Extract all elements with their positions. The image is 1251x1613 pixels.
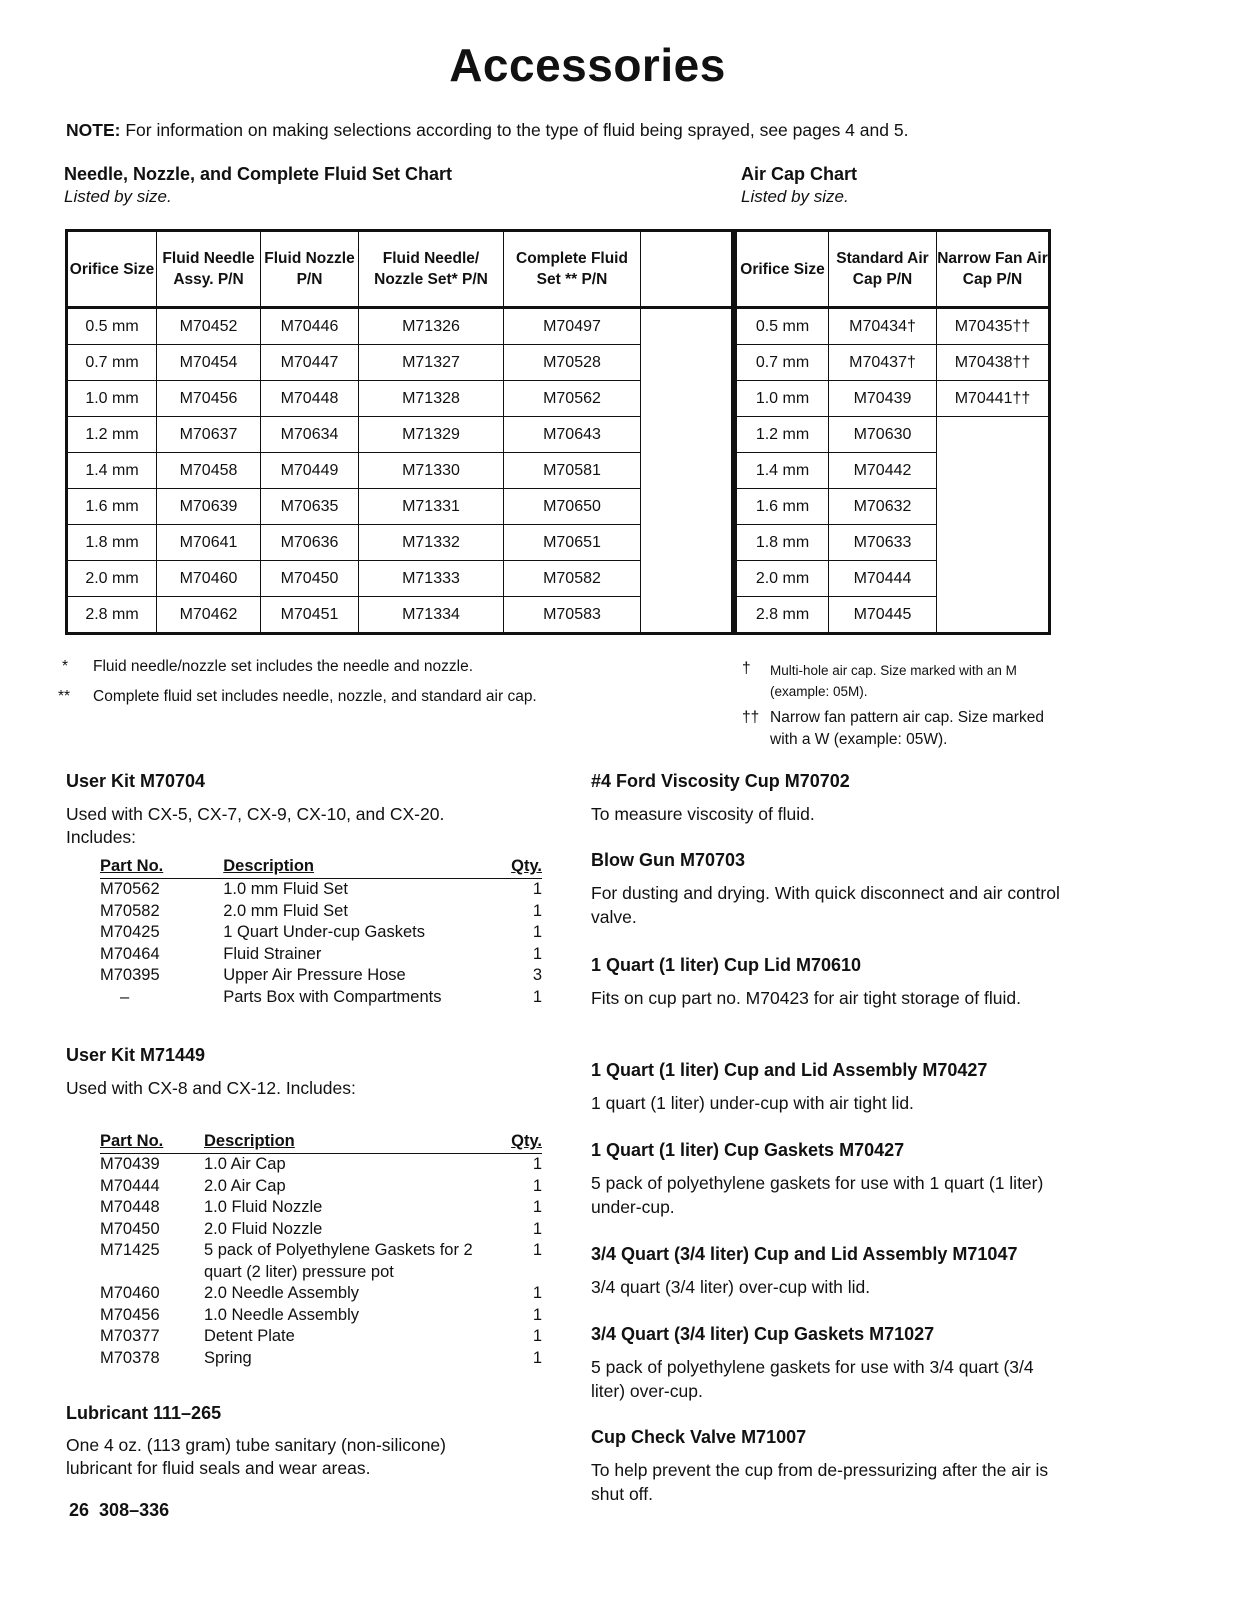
table-row	[67, 597, 733, 634]
part-qty: 1	[532, 1348, 542, 1367]
part-number: M70439	[100, 1155, 160, 1173]
table-row	[100, 1326, 542, 1348]
footnote-mark: ††	[742, 709, 760, 726]
complete-fluid-set-cell: M70581	[504, 453, 641, 489]
narrow-fan-air-cap-cell	[937, 561, 1050, 597]
narrow-fan-air-cap-cell	[937, 489, 1050, 525]
divider-cell	[641, 308, 733, 345]
table-row	[67, 345, 733, 381]
standard-air-cap-cell: M70633	[829, 525, 937, 561]
accessory-item	[591, 850, 1071, 929]
divider-cell	[641, 597, 733, 634]
table-row	[100, 1197, 542, 1219]
part-qty: 1	[532, 1219, 542, 1238]
narrow-fan-air-cap-cell	[937, 597, 1050, 634]
note-label: NOTE:	[66, 120, 121, 140]
page-title: Accessories	[449, 39, 726, 91]
lubricant-description: One 4 oz. (113 gram) tube sanitary (non-silicone) lubricant for fluid seals and wear areas.	[66, 1435, 446, 1478]
fluid-nozzle-cell: M70449	[261, 453, 359, 489]
needle-nozzle-set-cell: M71333	[359, 561, 504, 597]
column-header-part-no: Part No.	[100, 857, 164, 875]
fluid-needle-cell: M70460	[157, 561, 261, 597]
complete-fluid-set-cell: M70497	[504, 308, 641, 345]
table-row	[100, 879, 542, 901]
table-row	[736, 345, 1050, 381]
needle-nozzle-set-cell: M71334	[359, 597, 504, 634]
column-header-qty: Qty.	[511, 1132, 542, 1150]
accessory-title: #4 Ford Viscosity Cup M70702	[591, 771, 850, 791]
part-qty: 1	[532, 1176, 542, 1195]
part-description: Detent Plate	[204, 1327, 295, 1345]
complete-fluid-set-cell: M70643	[504, 417, 641, 453]
table-row	[736, 308, 1050, 345]
part-description: 5 pack of Polyethylene Gaskets for 2 quart (2 liter) pressure pot	[204, 1241, 473, 1281]
table-row	[100, 922, 542, 944]
standard-air-cap-cell: M70445	[829, 597, 937, 634]
table-row	[100, 1305, 542, 1327]
part-qty: 1	[532, 944, 542, 963]
part-qty: 1	[532, 987, 542, 1006]
orifice-size-cell: 0.7 mm	[736, 345, 829, 381]
table-row	[67, 308, 733, 345]
table-row	[67, 561, 733, 597]
table-row	[736, 561, 1050, 597]
part-qty: 1	[532, 1305, 542, 1324]
table-row	[736, 489, 1050, 525]
kit-title: User Kit M70704	[66, 771, 206, 791]
narrow-fan-air-cap-cell	[937, 417, 1050, 453]
table-row	[100, 1176, 542, 1198]
part-description: Parts Box with Compartments	[223, 987, 442, 1006]
part-description: Upper Air Pressure Hose	[223, 966, 406, 984]
divider-cell	[641, 525, 733, 561]
part-description: Spring	[204, 1348, 252, 1367]
orifice-size-cell: 1.8 mm	[67, 525, 157, 561]
part-number: M70582	[100, 901, 160, 920]
fluid-nozzle-cell: M70634	[261, 417, 359, 453]
footnote-mark: *	[62, 658, 69, 675]
fluid-needle-cell: M70456	[157, 381, 261, 417]
part-description: 1.0 mm Fluid Set	[223, 880, 348, 898]
table-row	[736, 597, 1050, 634]
table-row	[736, 525, 1050, 561]
accessory-title: 1 Quart (1 liter) Cup Lid M70610	[591, 955, 862, 975]
standard-air-cap-cell: M70630	[829, 417, 937, 453]
accessory-description: 5 pack of polyethylene gaskets for use with 3/4 quart (3/4 liter) over-cup.	[591, 1357, 1034, 1401]
accessory-item	[591, 1324, 1071, 1403]
column-header-narrow-fan-air-cap: Narrow Fan Air Cap P/N	[937, 231, 1050, 308]
part-qty: 1	[532, 1241, 542, 1259]
needle-chart-heading: Needle, Nozzle, and Complete Fluid Set Chart	[64, 164, 453, 184]
accessory-item	[591, 1140, 1071, 1219]
footnote-text: Multi-hole air cap. Size marked with an M (example: 05M).	[770, 663, 1017, 699]
needle-nozzle-set-cell: M71331	[359, 489, 504, 525]
fluid-needle-cell: M70637	[157, 417, 261, 453]
page-number: 26	[69, 1500, 90, 1520]
orifice-size-cell: 1.0 mm	[67, 381, 157, 417]
part-qty: 1	[532, 880, 542, 898]
standard-air-cap-cell: M70434†	[829, 308, 937, 345]
part-qty: 1	[532, 1155, 542, 1173]
needle-nozzle-set-cell: M71328	[359, 381, 504, 417]
part-number: M70456	[100, 1305, 160, 1324]
accessory-description: 1 quart (1 liter) under-cup with air tight lid.	[591, 1093, 914, 1113]
column-header-qty: Qty.	[511, 857, 542, 875]
part-description: 1.0 Needle Assembly	[204, 1305, 360, 1324]
standard-air-cap-cell: M70439	[829, 381, 937, 417]
part-number: M70450	[100, 1219, 160, 1238]
complete-fluid-set-cell: M70651	[504, 525, 641, 561]
column-header-description: Description	[204, 1132, 295, 1150]
part-number: M70378	[100, 1348, 160, 1367]
footnote-text: Fluid needle/nozzle set includes the needle and nozzle.	[93, 658, 474, 675]
accessory-title: Blow Gun M70703	[591, 850, 746, 870]
part-qty: 1	[532, 1198, 542, 1216]
table-row	[67, 417, 733, 453]
part-number: M70464	[100, 944, 160, 963]
standard-air-cap-cell: M70442	[829, 453, 937, 489]
narrow-fan-air-cap-cell	[937, 525, 1050, 561]
column-header-standard-air-cap: Standard Air Cap P/N	[829, 231, 937, 308]
complete-fluid-set-cell: M70528	[504, 345, 641, 381]
complete-fluid-set-cell: M70582	[504, 561, 641, 597]
fluid-needle-cell: M70641	[157, 525, 261, 561]
page-footer	[69, 1500, 169, 1521]
part-number: M70562	[100, 880, 160, 898]
table-row	[67, 489, 733, 525]
fluid-nozzle-cell: M70446	[261, 308, 359, 345]
needle-nozzle-chart	[65, 229, 734, 635]
column-header-part-no: Part No.	[100, 1132, 164, 1150]
orifice-size-cell: 0.5 mm	[67, 308, 157, 345]
accessory-title: 3/4 Quart (3/4 liter) Cup Gaskets M71027	[591, 1324, 935, 1344]
divider-cell	[641, 561, 733, 597]
air-cap-chart-heading: Air Cap Chart	[741, 164, 858, 184]
part-description: 1.0 Fluid Nozzle	[204, 1198, 323, 1216]
part-description: Fluid Strainer	[223, 944, 322, 963]
part-description: 1 Quart Under-cup Gaskets	[223, 923, 425, 941]
needle-nozzle-set-cell: M71326	[359, 308, 504, 345]
narrow-fan-air-cap-cell: M70435††	[937, 308, 1050, 345]
column-header-orifice-size: Orifice Size	[67, 231, 157, 308]
table-row	[736, 453, 1050, 489]
part-number: –	[120, 987, 130, 1006]
orifice-size-cell: 2.0 mm	[67, 561, 157, 597]
divider-cell	[641, 417, 733, 453]
column-header-orifice-size: Orifice Size	[736, 231, 829, 308]
part-description: 2.0 Fluid Nozzle	[204, 1219, 323, 1238]
table-row	[736, 417, 1050, 453]
orifice-size-cell: 1.4 mm	[736, 453, 829, 489]
table-row	[100, 1154, 542, 1176]
accessory-title: Cup Check Valve M71007	[591, 1427, 807, 1447]
table-row	[100, 1283, 542, 1305]
orifice-size-cell: 1.2 mm	[736, 417, 829, 453]
divider-cell	[641, 453, 733, 489]
table-row	[100, 944, 542, 966]
orifice-size-cell: 0.5 mm	[736, 308, 829, 345]
note-text: For information on making selections according to the type of fluid being sprayed, see pages 4 and 5.	[125, 120, 909, 140]
fluid-nozzle-cell: M70635	[261, 489, 359, 525]
accessory-item	[591, 1427, 1071, 1506]
part-description: 2.0 Needle Assembly	[204, 1284, 360, 1302]
part-number: M70444	[100, 1176, 160, 1195]
accessory-title: 3/4 Quart (3/4 liter) Cup and Lid Assembly M71047	[591, 1244, 1018, 1264]
fluid-nozzle-cell: M70450	[261, 561, 359, 597]
part-qty: 1	[532, 923, 542, 941]
air-cap-chart-subheading: Listed by size.	[741, 187, 849, 206]
orifice-size-cell: 2.0 mm	[736, 561, 829, 597]
table-row	[100, 901, 542, 923]
table-row	[67, 453, 733, 489]
part-number: M70377	[100, 1327, 160, 1345]
footnote-mark: †	[742, 660, 751, 677]
part-number: M70448	[100, 1198, 160, 1216]
fluid-needle-cell: M70639	[157, 489, 261, 525]
part-number: M70395	[100, 966, 160, 984]
table-row	[736, 381, 1050, 417]
table-row	[100, 1219, 542, 1241]
divider-cell	[641, 381, 733, 417]
part-number: M71425	[100, 1241, 160, 1259]
table-row	[100, 1240, 542, 1283]
fluid-nozzle-cell: M70447	[261, 345, 359, 381]
part-number: M70460	[100, 1284, 160, 1302]
part-description: 2.0 Air Cap	[204, 1176, 286, 1195]
complete-fluid-set-cell: M70562	[504, 381, 641, 417]
kit-parts-table	[100, 1132, 542, 1369]
table-row	[67, 381, 733, 417]
footnote-text: Complete fluid set includes needle, nozzle, and standard air cap.	[93, 688, 537, 705]
kit-description: Used with CX-8 and CX-12. Includes:	[66, 1078, 356, 1098]
orifice-size-cell: 0.7 mm	[67, 345, 157, 381]
accessory-title: 1 Quart (1 liter) Cup and Lid Assembly M70427	[591, 1060, 988, 1080]
column-header-fluid-nozzle: Fluid Nozzle P/N	[261, 231, 359, 308]
orifice-size-cell: 2.8 mm	[67, 597, 157, 634]
part-qty: 1	[532, 1327, 542, 1345]
needle-nozzle-set-cell: M71332	[359, 525, 504, 561]
table-row	[100, 965, 542, 987]
complete-fluid-set-cell: M70583	[504, 597, 641, 634]
air-cap-chart	[734, 229, 1051, 635]
accessory-item	[591, 1244, 1071, 1299]
standard-air-cap-cell: M70437†	[829, 345, 937, 381]
accessory-description: For dusting and drying. With quick disconnect and air control valve.	[591, 883, 1060, 927]
complete-fluid-set-cell: M70650	[504, 489, 641, 525]
orifice-size-cell: 2.8 mm	[736, 597, 829, 634]
part-qty: 1	[532, 1284, 542, 1302]
document-number: 308–336	[99, 1500, 170, 1520]
narrow-fan-air-cap-cell: M70438††	[937, 345, 1050, 381]
part-qty: 1	[532, 901, 542, 920]
narrow-fan-air-cap-cell: M70441††	[937, 381, 1050, 417]
orifice-size-cell: 1.8 mm	[736, 525, 829, 561]
fluid-needle-cell: M70458	[157, 453, 261, 489]
accessory-title: 1 Quart (1 liter) Cup Gaskets M70427	[591, 1140, 905, 1160]
table-row	[100, 1348, 542, 1370]
accessory-description: Fits on cup part no. M70423 for air tight storage of fluid.	[591, 988, 1021, 1008]
orifice-size-cell: 1.0 mm	[736, 381, 829, 417]
needle-chart-subheading: Listed by size.	[64, 187, 172, 206]
column-header-needle-nozzle-set: Fluid Needle/ Nozzle Set* P/N	[359, 231, 504, 308]
fluid-needle-cell: M70454	[157, 345, 261, 381]
part-description: 1.0 Air Cap	[204, 1155, 286, 1173]
column-header-complete-fluid-set: Complete Fluid Set ** P/N	[504, 231, 641, 308]
fluid-needle-cell: M70452	[157, 308, 261, 345]
accessory-description: 3/4 quart (3/4 liter) over-cup with lid.	[591, 1277, 871, 1297]
table-row	[67, 525, 733, 561]
divider-column	[641, 231, 733, 308]
fluid-needle-cell: M70462	[157, 597, 261, 634]
divider-cell	[641, 345, 733, 381]
accessory-item	[591, 1060, 1071, 1115]
note	[66, 120, 908, 141]
fluid-nozzle-cell: M70636	[261, 525, 359, 561]
standard-air-cap-cell: M70632	[829, 489, 937, 525]
kit-description: Used with CX-5, CX-7, CX-9, CX-10, and CX-20. Includes:	[66, 804, 445, 847]
table-row	[100, 987, 542, 1009]
part-qty: 3	[532, 966, 542, 984]
column-header-fluid-needle: Fluid Needle Assy. P/N	[157, 231, 261, 308]
accessory-description: 5 pack of polyethylene gaskets for use with 1 quart (1 liter) under-cup.	[591, 1173, 1044, 1217]
needle-nozzle-set-cell: M71327	[359, 345, 504, 381]
fluid-nozzle-cell: M70451	[261, 597, 359, 634]
column-header-description: Description	[223, 857, 315, 875]
orifice-size-cell: 1.2 mm	[67, 417, 157, 453]
orifice-size-cell: 1.6 mm	[736, 489, 829, 525]
part-description: 2.0 mm Fluid Set	[223, 901, 348, 920]
narrow-fan-air-cap-cell	[937, 453, 1050, 489]
accessory-description: To measure viscosity of fluid.	[591, 804, 815, 824]
part-number: M70425	[100, 923, 160, 941]
accessory-item	[591, 771, 1071, 826]
accessory-item	[591, 955, 1071, 1010]
standard-air-cap-cell: M70444	[829, 561, 937, 597]
kit-title: User Kit M71449	[66, 1045, 206, 1065]
accessory-description: To help prevent the cup from de-pressurizing after the air is shut off.	[591, 1460, 1049, 1504]
kit-parts-table	[100, 857, 542, 1008]
orifice-size-cell: 1.6 mm	[67, 489, 157, 525]
footnote-mark: **	[58, 688, 71, 705]
fluid-nozzle-cell: M70448	[261, 381, 359, 417]
needle-nozzle-set-cell: M71330	[359, 453, 504, 489]
lubricant-title: Lubricant 111–265	[66, 1403, 222, 1423]
footnote-text: Narrow fan pattern air cap. Size marked with a W (example: 05W).	[770, 709, 1044, 748]
divider-cell	[641, 489, 733, 525]
needle-nozzle-set-cell: M71329	[359, 417, 504, 453]
orifice-size-cell: 1.4 mm	[67, 453, 157, 489]
